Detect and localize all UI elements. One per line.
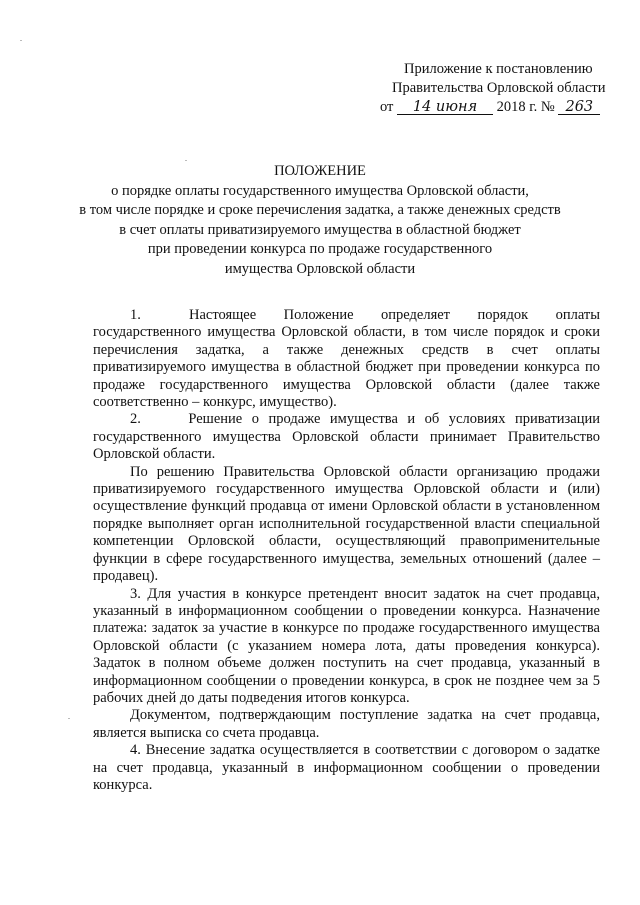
annex-line-1: Приложение к постановлению xyxy=(404,61,593,77)
year-text: 2018 г. № xyxy=(496,99,555,115)
paragraph-6: 4. Внесение задатка осуществляется в соответствии с договором о задатке на счет продавца, указанный в информационном сообщении о проведении конкурса. xyxy=(93,742,600,793)
scan-speck xyxy=(68,718,70,719)
document-body xyxy=(93,307,600,794)
paragraph-1: 1. Настоящее Положение определяет порядок оплаты государственного имущества Орловской области, в том числе порядок и сроки перечисления задатка, а также денежных средств в счет оплаты приватизируемого имущества в областной бюджет при проведении конкурса по продаже государственного имущества Орловской области (далее также соответственно – конкурс, имущество). xyxy=(93,307,600,411)
title-line-4: при проведении конкурса по продаже государственного xyxy=(147,241,493,257)
paragraph-5: Документом, подтверждающим поступление задатка на счет продавца, является выписка со счета продавца. xyxy=(93,707,600,741)
annex-line-2: Правительства Орловской области xyxy=(392,80,606,96)
scan-speck xyxy=(20,40,22,41)
annex-header xyxy=(380,60,620,117)
scan-speck xyxy=(185,160,187,161)
paragraph-4: 3. Для участия в конкурсе претендент вносит задаток на счет продавца, указанный в информационном сообщении о проведении конкурса. Назначение платежа: задаток за участие в конкурсе по продаже государственного имущества Орловской области (с указанием номера лота, даты проведения конкурса). Задаток в полном объеме должен поступить на счет продавца, указанный в информационном сообщении о проведении конкурса, в срок не позднее чем за 5 рабочих дней до даты подведения итогов конкурса. xyxy=(93,585,600,706)
handwritten-number: 263 xyxy=(558,100,600,115)
annex-date-line xyxy=(380,98,620,117)
document-title xyxy=(70,162,570,279)
title-line-5: имущества Орловской области xyxy=(224,260,416,277)
title-line-2: в том числе порядке и сроке перечисления задатка, а также денежных средств xyxy=(79,202,561,218)
title-line-1: о порядке оплаты государственного имущества Орловской области, xyxy=(111,182,529,199)
title-line-3: в счет оплаты приватизируемого имущества в областной бюджет xyxy=(119,221,521,238)
handwritten-date: 14 июня xyxy=(397,100,493,115)
title-heading: ПОЛОЖЕНИЕ xyxy=(274,163,366,179)
date-prefix: от xyxy=(380,99,394,115)
paragraph-3: По решению Правительства Орловской области организацию продажи приватизируемого государственного имущества Орловской области и (или) осуществление функций продавца от имени Орловской области в установленном порядке выполняет орган исполнительной государственной власти специальной компетенции Орловской области, осуществляющий правоприменительные функции в сфере государственного имущества, земельных отношений (далее – продавец). xyxy=(93,463,600,585)
paragraph-2: 2. Решение о продаже имущества и об условиях приватизации государственного имущества Орловской области принимает Правительство Орловской области. xyxy=(93,411,600,463)
